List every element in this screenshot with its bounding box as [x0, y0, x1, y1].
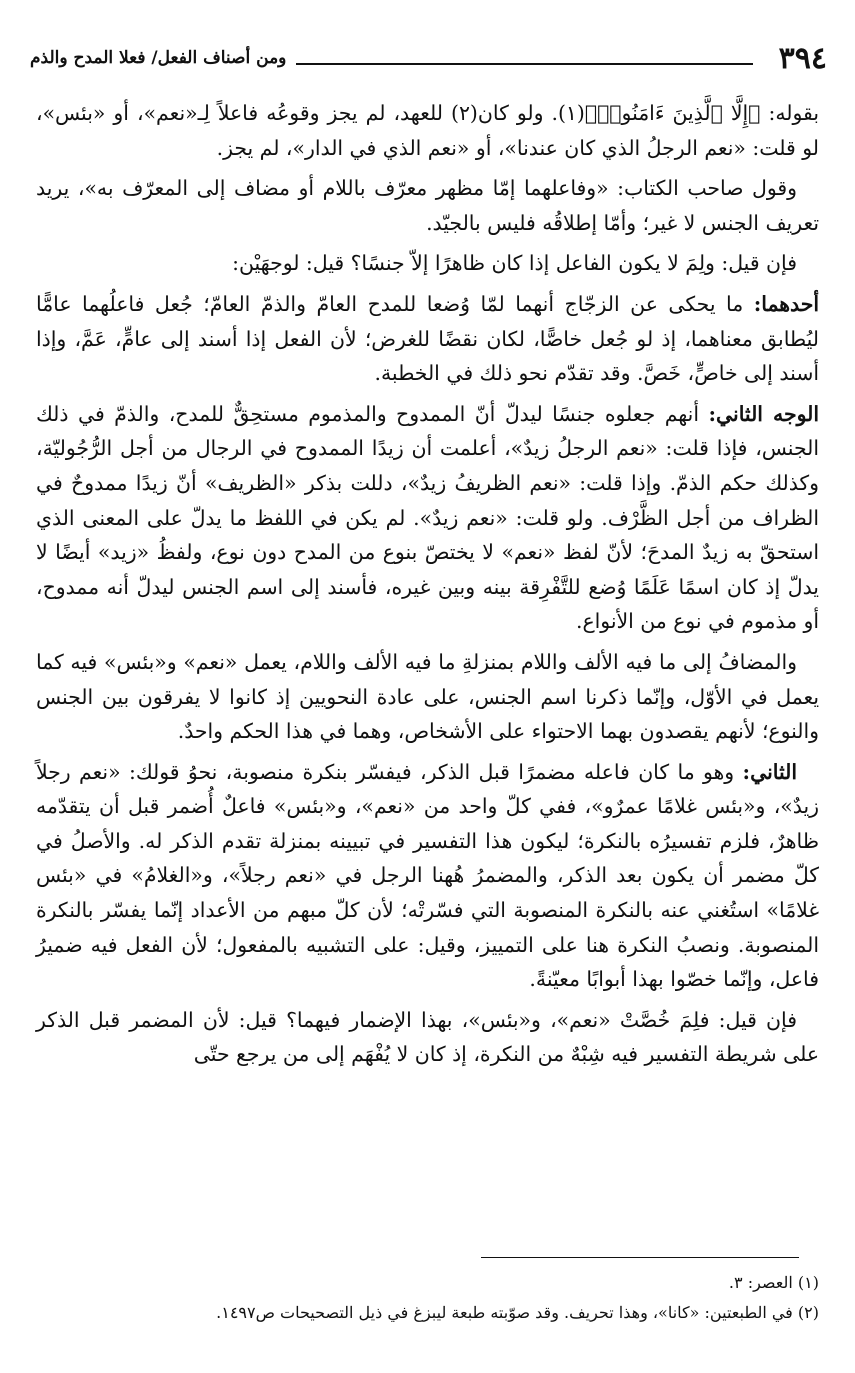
paragraph: [36, 171, 819, 240]
paragraph-text: والمضافُ إلى ما فيه الألف واللام بمنزلةِ ما فيه الألف واللام، يعمل «نعم» و«بئس» فيه كما يعمل في الأوّل، وإنّما ذكرنا اسم الجنس، على عادة النحويين إذ كانوا لا يفرقون بين الجنس والنوع؛ لأنهم يقصدون بهما الاحتواء على الأشخاص، وهما في هذا الحكم واحدٌ.: [36, 649, 819, 744]
paragraph: [36, 246, 819, 281]
paragraph-text: بقوله: ﴿إِلَّا ٱلَّذِينَ ءَامَنُوا۟﴾(١). ولو كان(٢) للعهد، لم يجز وقوعُه فاعلاً لِـ«نعم»، أو «بئس»، لو قلت: «نعم الرجلُ الذي كان عندنا»، أو «نعم الذي في الدار»، لم يجز.: [36, 101, 819, 160]
paragraph: [36, 96, 819, 165]
main-text: [36, 96, 819, 1078]
paragraph-text: ما يحكى عن الزجّاج أنهما لمّا وُضعا للمدح العامّ والذمّ العامّ؛ جُعل فاعلُهما عامًّا ليُطابق معناهما، إذ لو جُعل خاصًّا، لكان نقضًا للغرض؛ لأن الفعل إذا أسند إلى عامٍّ، عَمَّ، وإذا أسند إلى خاصٍّ، خَصَّ. وقد تقدّم نحو ذلك في الخطبة.: [36, 291, 819, 386]
footnote-rule: [481, 1257, 799, 1258]
footnotes: [36, 1268, 819, 1328]
footnote: (١) العصر: ٣.: [728, 1273, 819, 1292]
page-number: ٣٩٤: [778, 40, 827, 76]
paragraph-text: فإن قيل: ولِمَ لا يكون الفاعل إذا كان ظاهرًا إلاّ جنسًا؟ قيل: لوجهَيْن:: [232, 251, 797, 276]
header-rule: [296, 63, 752, 65]
paragraph: [36, 397, 819, 639]
paragraph-text: وهو ما كان فاعله مضمرًا قبل الذكر، فيفسّر بنكرة منصوبة، نحوُ قولك: «نعم رجلاً زيدٌ»، و«بئس غلامًا عمرٌو»، ففي كلّ واحد من «نعم»، و«بئس» فاعلٌ أُضمر قبل أن يتقدّمه ظاهرٌ، فلزم تفسيرُه بالنكرة؛ ليكون هذا التفسير في تبيينه بمنزلة تقدم الذكر له. والأصلُ في كلّ مضمر أن يكون بعد الذكر، والمضمرُ هُهنا الرجل في «نعم رجلاً»، و«الغلامُ» في «بئس غلامًا» استُغني عنه بالنكرة المنصوبة التي فسّرتْه؛ لأن كلّ مبهم من الأعداد إنّما يفسّر بالنكرة المنصوبة. ونصبُ النكرة هنا على التمييز، وقيل: على التشبيه بالمفعول؛ لأن الفعل فيه ضميرُ فاعل، وإنّما خصّوا بهذا أبوابًا معيّنةً.: [36, 759, 819, 992]
paragraph: [36, 287, 819, 391]
paragraph-text: وقول صاحب الكتاب: «وفاعلهما إمّا مظهر معرّف باللام أو مضاف إلى المعرّف به»، يريد تعريف الجنس لا غير؛ وأمّا إطلاقُه فليس بالجيّد.: [36, 176, 819, 235]
running-head: ومن أصناف الفعل/ فعلا المدح والذم: [30, 48, 287, 68]
paragraph: [36, 755, 819, 997]
paragraph-text: فإن قيل: فلِمَ خُصَّتْ «نعم»، و«بئس»، بهذا الإضمار فيهما؟ قيل: لأن المضمر قبل الذكر على شريطة التفسير فيه شِبْهٌ من النكرة، إذ كان لا يُفْهَم إلى من يرجع حتّى: [36, 1007, 819, 1067]
paragraph-lead: أحدهما:: [753, 291, 819, 316]
paragraph-text: أنهم جعلوه جنسًا ليدلّ أنّ الممدوح والمذموم مستحِقٌّ للمدح، والذمّ في ذلك الجنس، فإذا قلت: «نعم الرجلُ زيدٌ»، أعلمت أن زيدًا الممدوح في الرجال من أجل الرُّجُوليّة، وكذلك حكم الذمّ. وإذا قلت: «نعم الظريفُ زيدٌ»، دللت بذكر «الظريف» أنّ زيدًا ممدوحٌ في الظراف من أجل الظَّرْف. ولو قلت: «نعم زيدٌ». لم يكن في اللفظ ما يدلّ على المعنى الذي استحقّ به زيدٌ المدحَ؛ لأنّ لفظ «نعم» لا يختصّ بنوع من المدح دون نوع، ولفظُ «زيد» أيضًا لا يدلّ إذ كان اسمًا عَلَمًا وُضع للتَّفْرِقة بينه وبين غيره، فأسند إلى اسم الجنس ليدلّ أنه ممدوح، أو مذموم في نوع من الأنواع.: [36, 401, 819, 634]
paragraph-lead: الوجه الثاني:: [708, 401, 819, 426]
page-header: [30, 38, 827, 78]
paragraph-lead: الثاني:: [742, 759, 797, 784]
footnote: (٢) في الطبعتين: «كانا»، وهذا تحريف. وقد صوّبته طبعة ليبزغ في ذيل التصحيحات ص١٤٩٧.: [216, 1303, 819, 1322]
paragraph: [36, 645, 819, 749]
paragraph: [36, 1003, 819, 1072]
